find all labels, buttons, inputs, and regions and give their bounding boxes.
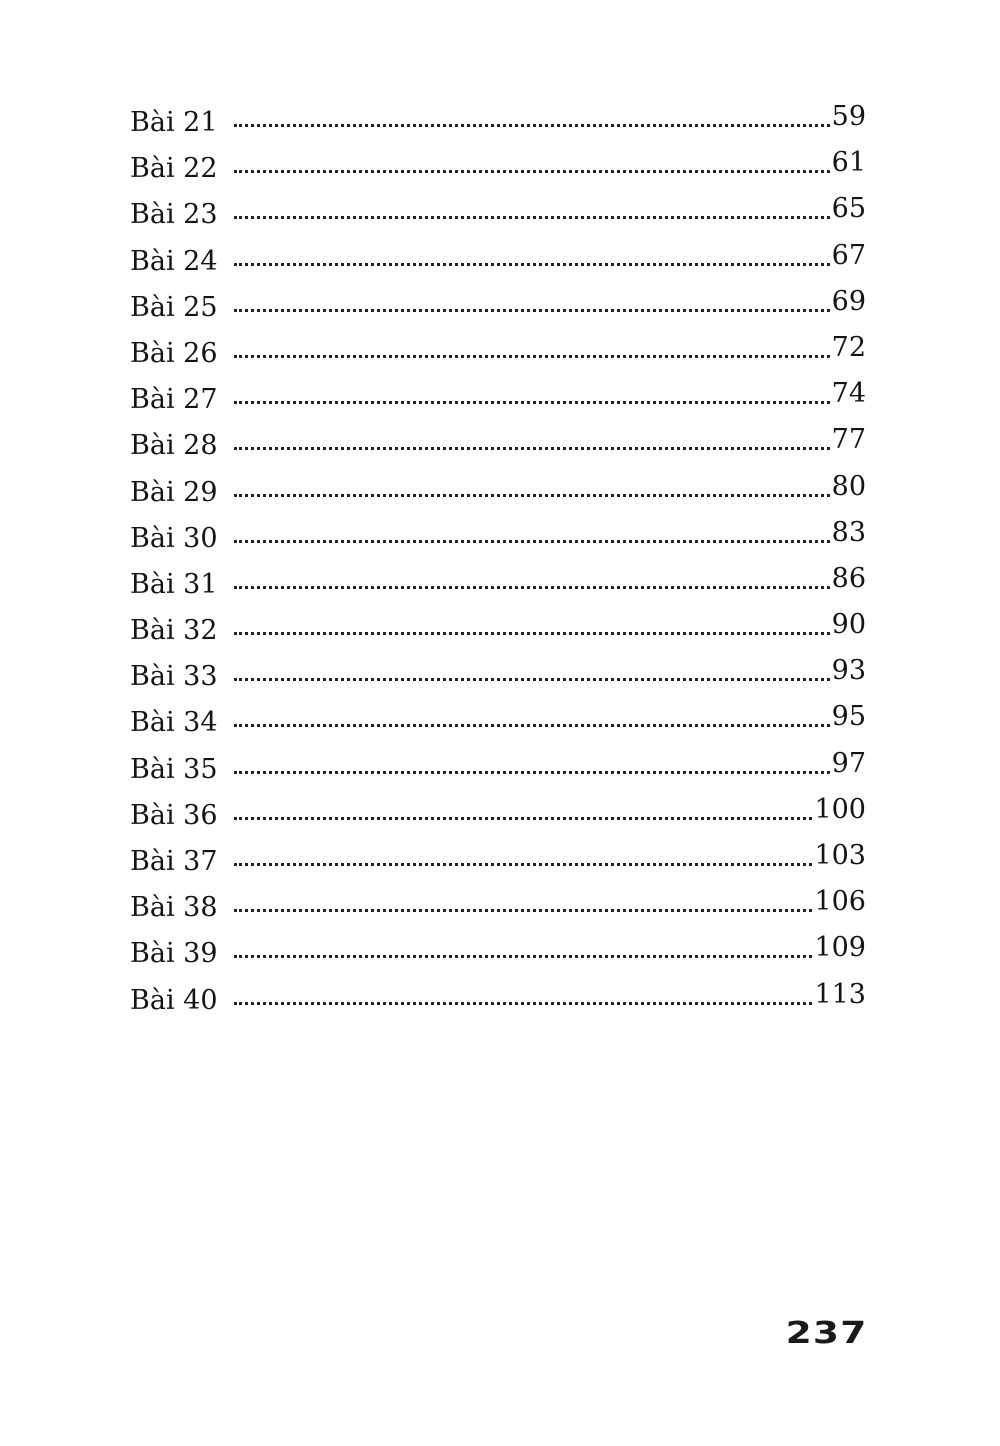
toc-entry-label: Bài 26 [130,337,218,369]
dot-leader [234,909,813,912]
dot-leader [234,263,830,266]
toc-entry[interactable] [130,885,866,931]
toc-entry-page: 97 [831,747,866,779]
toc-entry-label: Bài 40 [130,984,218,1016]
toc-entry[interactable] [130,793,866,839]
toc-entry[interactable] [130,931,866,977]
toc-entry[interactable] [130,608,866,654]
toc-entry-label: Bài 23 [130,199,218,231]
dot-leader [234,817,813,820]
toc-entry[interactable] [130,423,866,469]
dot-leader [234,216,830,219]
toc-entry-page: 106 [814,886,866,918]
toc-entry-page: 65 [831,193,866,225]
toc-entry-page: 72 [831,331,866,363]
dot-leader [234,632,830,635]
toc-entry[interactable] [130,331,866,377]
toc-entry-label: Bài 35 [130,753,218,785]
table-of-contents [130,100,866,1024]
dot-leader [234,540,830,543]
toc-entry-label: Bài 37 [130,846,218,877]
toc-entry[interactable] [130,978,866,1024]
toc-entry-label: Bài 39 [130,938,218,970]
toc-entry[interactable] [130,100,866,146]
toc-entry-label: Bài 28 [130,430,218,462]
toc-entry-page: 109 [814,932,866,964]
dot-leader [234,1002,813,1005]
toc-entry[interactable] [130,146,866,192]
toc-entry[interactable] [130,285,866,331]
dot-leader [234,955,813,958]
toc-entry-label: Bài 36 [130,799,218,831]
toc-entry-page: 77 [831,424,866,456]
toc-entry[interactable] [130,562,866,608]
toc-entry-label: Bài 29 [130,476,218,508]
toc-entry[interactable] [130,654,866,700]
dot-leader [234,401,830,404]
toc-entry-page: 83 [831,516,866,548]
toc-entry-label: Bài 30 [130,522,218,554]
toc-entry-page: 113 [814,978,866,1010]
toc-entry[interactable] [130,470,866,516]
toc-entry-label: Bài 34 [130,707,218,739]
toc-entry-page: 93 [831,655,866,687]
toc-entry[interactable] [130,239,866,285]
dot-leader [234,309,830,312]
toc-entry[interactable] [130,747,866,793]
toc-entry[interactable] [130,839,866,885]
toc-entry-page: 86 [831,562,866,594]
toc-entry[interactable] [130,192,866,238]
toc-entry-label: Bài 33 [130,661,218,693]
dot-leader [234,863,813,866]
toc-entry-label: Bài 31 [130,568,218,600]
dot-leader [234,771,830,774]
toc-entry-page: 100 [814,793,866,825]
dot-leader [234,124,830,127]
toc-entry-page: 67 [831,239,866,271]
toc-entry-label: Bài 22 [130,153,218,185]
toc-entry-label: Bài 24 [130,245,218,277]
toc-entry-label: Bài 38 [130,892,218,924]
page-number: 237 [785,1316,868,1351]
toc-entry-label: Bài 21 [130,107,218,138]
dot-leader [234,355,830,358]
toc-entry-page: 90 [831,609,866,641]
toc-entry-label: Bài 32 [130,615,218,647]
toc-entry-page: 74 [831,378,866,410]
toc-entry-page: 95 [831,701,866,733]
dot-leader [234,724,830,727]
dot-leader [234,494,830,497]
toc-entry-label: Bài 27 [130,384,218,416]
dot-leader [234,447,830,450]
toc-entry-page: 61 [831,147,866,179]
toc-entry-page: 103 [814,840,866,871]
toc-entry[interactable] [130,377,866,423]
toc-entry-page: 80 [831,470,866,502]
toc-entry[interactable] [130,516,866,562]
toc-entry-label: Bài 25 [130,291,218,323]
toc-entry-page: 69 [831,285,866,317]
dot-leader [234,678,830,681]
dot-leader [234,170,830,173]
toc-entry-page: 59 [831,101,866,132]
toc-entry[interactable] [130,700,866,746]
dot-leader [234,586,830,589]
